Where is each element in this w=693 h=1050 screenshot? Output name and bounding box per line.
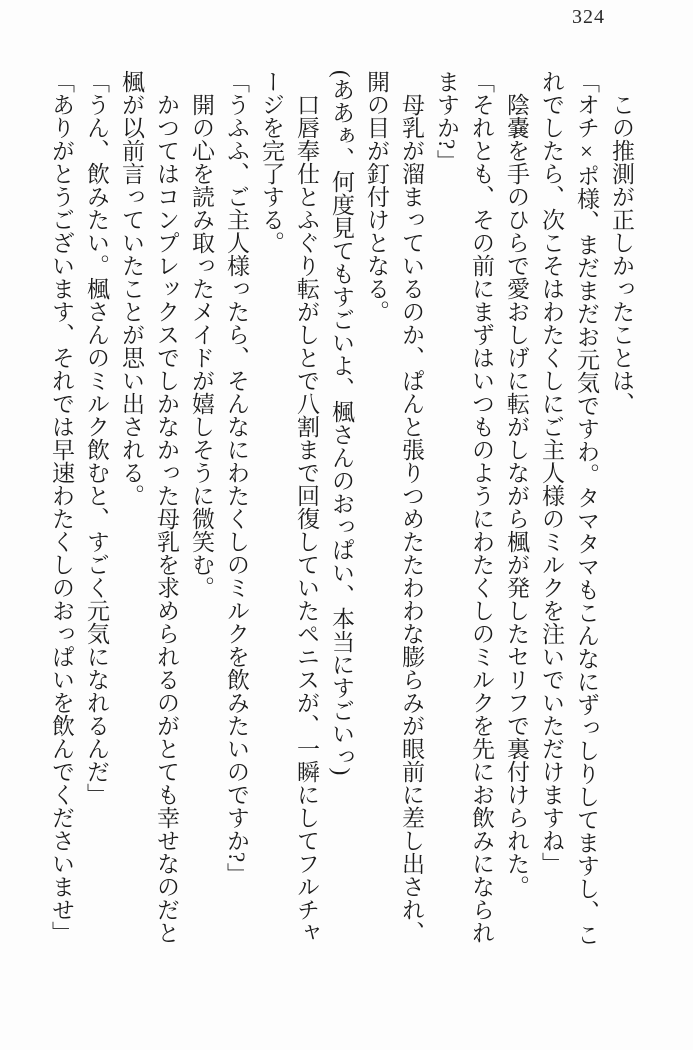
- page-number: 324: [572, 6, 605, 28]
- paragraph-dialogue: 「オチ×ポ様、まだまだお元気ですわ。タマタマもこんなにずっしりしてますし、これでしたら、次こそはわたくしにご主人様のミルクを注いでいただけますね」: [539, 70, 599, 946]
- paragraph-thought: (ああぁ、何度見てもすごいよ、楓さんのおっぱい、本当にすごいっ): [329, 70, 354, 776]
- page-text: [44, 70, 639, 946]
- paragraph-dialogue: 「それとも、その前にまずはいつものようにわたくしのミルクを先にお飲みになられますか?」: [434, 70, 494, 944]
- paragraph-narration: この推測が正しかったことは、: [609, 93, 634, 415]
- paragraph-narration: 口唇奉仕とふぐり転がしとで八割まで回復していたペニスが、一瞬にしてフルチャージを完了する。: [259, 70, 319, 944]
- paragraph-narration: 開の心を読み取ったメイドが嬉しそうに微笑む。: [189, 93, 214, 599]
- paragraph-narration: 母乳が溜まっているのか、ぱんと張りつめたたわわな膨らみが眼前に差し出され、開の目が釘付けとなる。: [364, 70, 424, 944]
- paragraph-narration: かつてはコンプレックスでしかなかった母乳を求められるのがとても幸せなのだと楓が以前言っていたことが思い出される。: [119, 70, 179, 944]
- paragraph-dialogue: 「ありがとうございます、それでは早速わたくしのおっぱいを飲んでくださいませ」: [49, 70, 74, 944]
- paragraph-narration: 陰嚢を手のひらで愛おしげに転がしながら楓が発したセリフで裏付けられた。: [504, 93, 529, 898]
- paragraph-dialogue: 「うん、飲みたい。楓さんのミルク飲むと、すごく元気になれるんだ」: [84, 70, 109, 806]
- paragraph-dialogue: 「うふふ、ご主人様ったら、そんなにわたくしのミルクを飲みたいのですか?」: [224, 70, 249, 886]
